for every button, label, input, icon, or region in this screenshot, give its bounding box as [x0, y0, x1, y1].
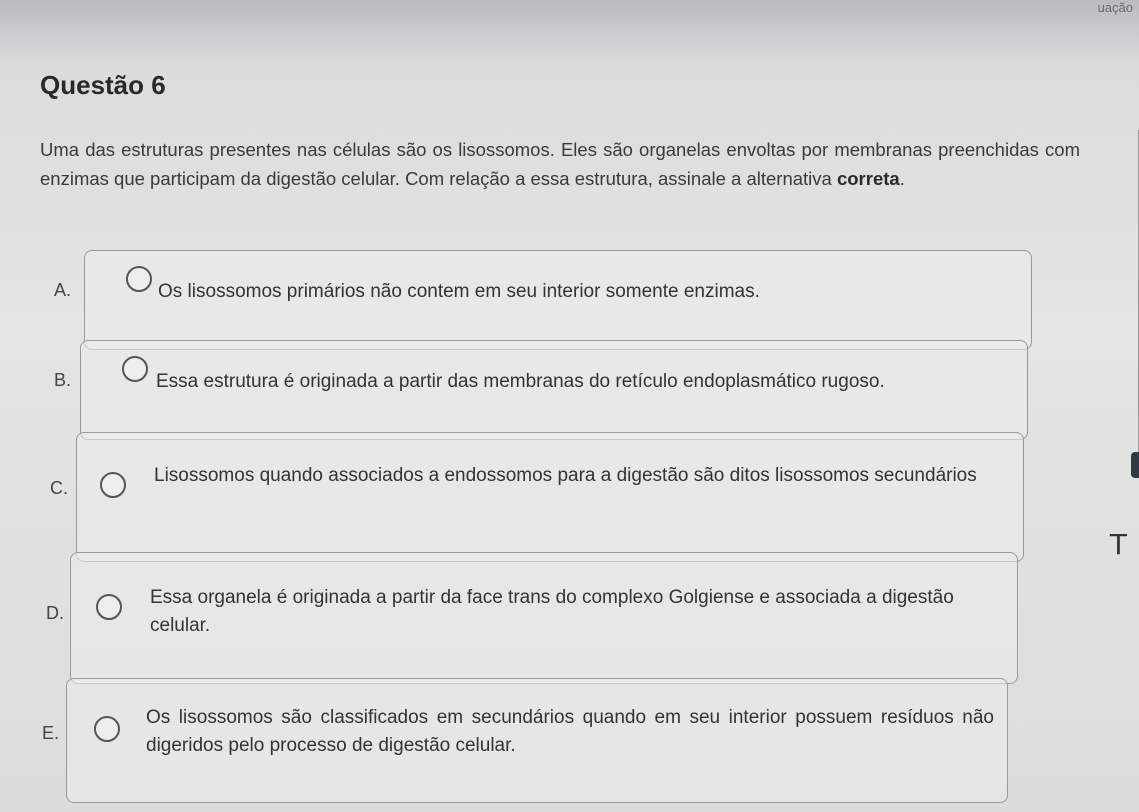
- top-bar: [0, 0, 1139, 62]
- option-text: Os lisossomos primários não contem em seu interior somente enzimas.: [158, 281, 760, 302]
- radio-button-icon[interactable]: [122, 356, 148, 382]
- question-text: [40, 135, 1080, 193]
- header-corner-text: uação: [1097, 0, 1133, 15]
- option-letter: D.: [46, 603, 64, 623]
- scrollbar-thumb[interactable]: [1131, 452, 1139, 478]
- option-text: Os lisossomos são classificados em secundários quando em seu interior possuem resíduos não digeridos pelo processo de digestão celular.: [146, 707, 994, 756]
- option-text: Essa organela é originada a partir da face trans do complexo Golgiense e associada a digestão celular.: [150, 587, 954, 636]
- option-letter: E.: [42, 723, 60, 743]
- question-text-end: .: [899, 168, 905, 189]
- option-letter: A.: [54, 280, 72, 300]
- question-text-emphasis: correta: [836, 168, 900, 189]
- option-text: Lisossomos quando associados a endossomos para a digestão são ditos lisossomos secundários: [154, 465, 977, 486]
- option-box[interactable]: [76, 432, 1024, 562]
- radio-button-icon[interactable]: [100, 472, 126, 498]
- question-title: Questão 6: [40, 70, 166, 100]
- option-letter: B.: [54, 370, 72, 390]
- radio-button-icon[interactable]: [126, 266, 152, 292]
- text-cursor-icon: T: [1109, 528, 1127, 561]
- option-letter: C.: [50, 478, 68, 498]
- radio-button-icon[interactable]: [94, 716, 120, 742]
- question-text-main: Uma das estruturas presentes nas células são os lisossomos. Eles são organelas envoltas por membranas preenchidas com enzimas que participam da digestão celular. Com relação a essa estrutura, assinale a alternativa: [40, 139, 1080, 189]
- option-text: Essa estrutura é originada a partir das membranas do retículo endoplasmático rugoso.: [156, 371, 885, 392]
- radio-button-icon[interactable]: [96, 594, 122, 620]
